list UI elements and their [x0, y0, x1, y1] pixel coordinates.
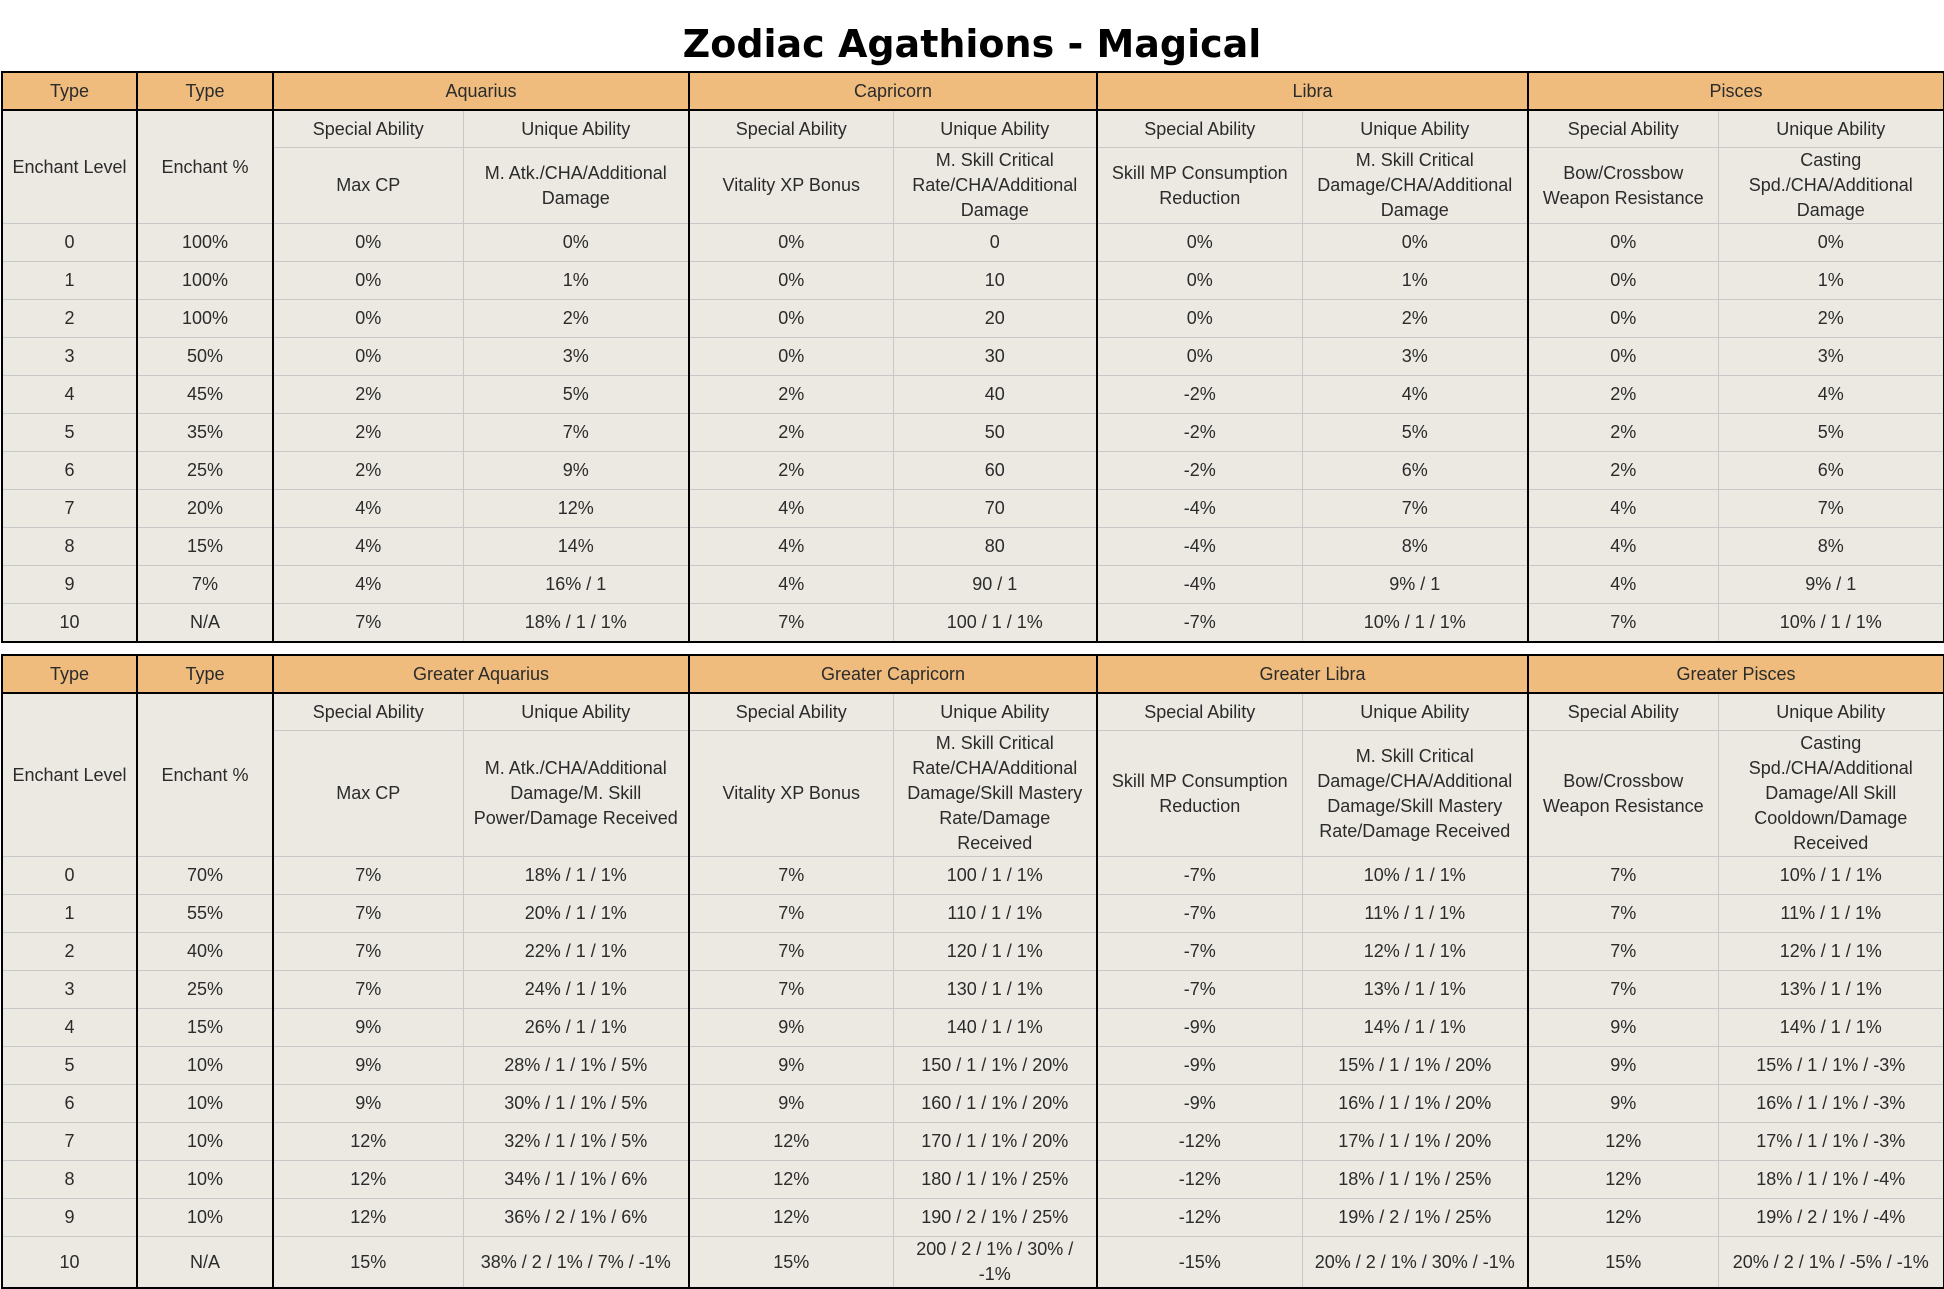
ability-value-cell: 100 / 1 / 1% [893, 604, 1097, 643]
ability-value-cell: 2% [273, 414, 463, 452]
ability-value-cell: 2% [463, 300, 689, 338]
ability-description: Vitality XP Bonus [689, 731, 893, 857]
ability-value-cell: 1% [463, 262, 689, 300]
enchant-percent-cell: 10% [137, 1085, 273, 1123]
ability-value-cell: 0% [689, 300, 893, 338]
type-header: Type [2, 72, 137, 110]
ability-value-cell: 10% / 1 / 1% [1302, 857, 1528, 895]
enchant-level-cell: 4 [2, 376, 137, 414]
ability-value-cell: 7% [273, 604, 463, 643]
page-title: Zodiac Agathions - Magical [682, 22, 1262, 66]
enchant-percent-cell: 25% [137, 971, 273, 1009]
ability-value-cell: 12% [689, 1199, 893, 1237]
ability-value-cell: 4% [1718, 376, 1944, 414]
ability-value-cell: 2% [1718, 300, 1944, 338]
enchant-percent-cell: 15% [137, 1009, 273, 1047]
ability-value-cell: 4% [273, 528, 463, 566]
ability-description: Casting Spd./CHA/Additional Damage [1718, 148, 1944, 224]
ability-value-cell: 7% [1528, 604, 1718, 643]
ability-value-cell: 19% / 2 / 1% / 25% [1302, 1199, 1528, 1237]
ability-type-label: Unique Ability [1302, 693, 1528, 731]
ability-type-label: Unique Ability [893, 110, 1097, 148]
ability-value-cell: 7% [1718, 490, 1944, 528]
ability-value-cell: -12% [1097, 1123, 1302, 1161]
ability-value-cell: 4% [1528, 528, 1718, 566]
ability-value-cell: 0% [689, 262, 893, 300]
ability-type-label: Special Ability [273, 693, 463, 731]
enchant-level-cell: 3 [2, 338, 137, 376]
ability-value-cell: 20 [893, 300, 1097, 338]
ability-value-cell: 0% [273, 224, 463, 262]
table-row [2, 1161, 1944, 1199]
ability-description: Max CP [273, 148, 463, 224]
ability-value-cell: 12% [689, 1123, 893, 1161]
ability-value-cell: 12% [273, 1199, 463, 1237]
ability-value-cell: 0 [893, 224, 1097, 262]
ability-value-cell: 0% [689, 338, 893, 376]
ability-description: M. Atk./CHA/Additional Damage/M. Skill Power/Damage Received [463, 731, 689, 857]
ability-value-cell: -4% [1097, 528, 1302, 566]
ability-value-cell: -12% [1097, 1161, 1302, 1199]
ability-value-cell: 7% [273, 933, 463, 971]
ability-value-cell: 10 [893, 262, 1097, 300]
enchant-percent-cell: 15% [137, 528, 273, 566]
table-row [2, 933, 1944, 971]
ability-type-row [2, 693, 1944, 731]
ability-value-cell: 16% / 1 [463, 566, 689, 604]
ability-value-cell: 22% / 1 / 1% [463, 933, 689, 971]
ability-value-cell: 3% [463, 338, 689, 376]
ability-value-cell: 10% / 1 / 1% [1302, 604, 1528, 643]
ability-description-row [2, 148, 1944, 224]
ability-value-cell: -2% [1097, 452, 1302, 490]
agathion-group-header: Libra [1097, 72, 1528, 110]
enchant-level-cell: 1 [2, 895, 137, 933]
enchant-level-cell: 2 [2, 933, 137, 971]
enchant-level-label: Enchant Level [2, 693, 137, 857]
ability-value-cell: 0% [273, 300, 463, 338]
ability-value-cell: 7% [1528, 933, 1718, 971]
enchant-level-cell: 2 [2, 300, 137, 338]
ability-value-cell: 12% [1528, 1161, 1718, 1199]
ability-value-cell: 9% [273, 1009, 463, 1047]
enchant-level-cell: 1 [2, 262, 137, 300]
ability-value-cell: 36% / 2 / 1% / 6% [463, 1199, 689, 1237]
enchant-percent-cell: 25% [137, 452, 273, 490]
enchant-level-cell: 3 [2, 971, 137, 1009]
table-row [2, 604, 1944, 643]
ability-value-cell: 4% [273, 490, 463, 528]
enchant-level-cell: 6 [2, 452, 137, 490]
enchant-level-cell: 6 [2, 1085, 137, 1123]
enchant-percent-cell: 100% [137, 224, 273, 262]
ability-value-cell: 19% / 2 / 1% / -4% [1718, 1199, 1944, 1237]
ability-description: Casting Spd./CHA/Additional Damage/All Skill Cooldown/Damage Received [1718, 731, 1944, 857]
ability-value-cell: 6% [1302, 452, 1528, 490]
ability-value-cell: 5% [1302, 414, 1528, 452]
ability-value-cell: 34% / 1 / 1% / 6% [463, 1161, 689, 1199]
type-header: Type [2, 655, 137, 693]
ability-value-cell: 4% [1528, 566, 1718, 604]
ability-value-cell: 10% / 1 / 1% [1718, 604, 1944, 643]
ability-value-cell: 15% [689, 1237, 893, 1289]
table-row [2, 528, 1944, 566]
ability-value-cell: 0% [273, 262, 463, 300]
ability-description: Bow/Crossbow Weapon Resistance [1528, 731, 1718, 857]
table-row [2, 452, 1944, 490]
enchant-level-cell: 7 [2, 490, 137, 528]
type-header: Type [137, 655, 273, 693]
ability-value-cell: 120 / 1 / 1% [893, 933, 1097, 971]
ability-value-cell: 60 [893, 452, 1097, 490]
enchant-level-cell: 10 [2, 1237, 137, 1289]
enchant-level-cell: 9 [2, 566, 137, 604]
agathion-group-header: Aquarius [273, 72, 689, 110]
ability-value-cell: -7% [1097, 857, 1302, 895]
enchant-percent-cell: 7% [137, 566, 273, 604]
ability-value-cell: -7% [1097, 895, 1302, 933]
ability-value-cell: 0% [1097, 338, 1302, 376]
table-row [2, 1047, 1944, 1085]
ability-value-cell: 9% [273, 1047, 463, 1085]
enchant-level-cell: 0 [2, 224, 137, 262]
enchant-percent-cell: N/A [137, 1237, 273, 1289]
ability-value-cell: -9% [1097, 1009, 1302, 1047]
ability-description: M. Skill Critical Rate/CHA/Additional Damage [893, 148, 1097, 224]
ability-value-cell: 4% [1528, 490, 1718, 528]
enchant-percent-cell: 40% [137, 933, 273, 971]
ability-value-cell: 7% [689, 971, 893, 1009]
ability-value-cell: 180 / 1 / 1% / 25% [893, 1161, 1097, 1199]
agathion-group-header: Greater Pisces [1528, 655, 1944, 693]
ability-value-cell: 20% / 2 / 1% / -5% / -1% [1718, 1237, 1944, 1289]
ability-value-cell: 9% [1528, 1047, 1718, 1085]
ability-value-cell: 7% [1302, 490, 1528, 528]
ability-value-cell: 12% / 1 / 1% [1718, 933, 1944, 971]
enchant-level-cell: 10 [2, 604, 137, 643]
enchant-percent-label: Enchant % [137, 110, 273, 224]
table-row [2, 338, 1944, 376]
ability-value-cell: 24% / 1 / 1% [463, 971, 689, 1009]
ability-type-label: Special Ability [1528, 693, 1718, 731]
ability-value-cell: 3% [1302, 338, 1528, 376]
ability-value-cell: 15% [273, 1237, 463, 1289]
ability-value-cell: -9% [1097, 1047, 1302, 1085]
table-row [2, 414, 1944, 452]
ability-value-cell: -4% [1097, 490, 1302, 528]
ability-value-cell: 4% [689, 528, 893, 566]
ability-value-cell: -2% [1097, 414, 1302, 452]
ability-value-cell: 12% [689, 1161, 893, 1199]
table-header-row [2, 655, 1944, 693]
ability-value-cell: 2% [689, 376, 893, 414]
table-row [2, 376, 1944, 414]
ability-value-cell: 0% [1718, 224, 1944, 262]
ability-type-label: Unique Ability [1302, 110, 1528, 148]
ability-value-cell: 0% [1528, 262, 1718, 300]
ability-value-cell: 7% [273, 857, 463, 895]
ability-value-cell: 7% [689, 604, 893, 643]
ability-value-cell: 4% [273, 566, 463, 604]
ability-value-cell: 4% [1302, 376, 1528, 414]
ability-value-cell: 14% / 1 / 1% [1718, 1009, 1944, 1047]
ability-value-cell: 200 / 2 / 1% / 30% / -1% [893, 1237, 1097, 1289]
agathion-group-header: Greater Capricorn [689, 655, 1097, 693]
ability-value-cell: 10% / 1 / 1% [1718, 857, 1944, 895]
enchant-percent-cell: 35% [137, 414, 273, 452]
ability-value-cell: 0% [1097, 224, 1302, 262]
enchant-percent-cell: 100% [137, 262, 273, 300]
ability-value-cell: 9% [273, 1085, 463, 1123]
table-row [2, 490, 1944, 528]
ability-value-cell: 190 / 2 / 1% / 25% [893, 1199, 1097, 1237]
enchant-percent-cell: 10% [137, 1199, 273, 1237]
ability-type-label: Unique Ability [1718, 110, 1944, 148]
ability-value-cell: 9% / 1 [1302, 566, 1528, 604]
ability-type-label: Special Ability [689, 693, 893, 731]
ability-value-cell: 1% [1302, 262, 1528, 300]
ability-value-cell: 2% [273, 452, 463, 490]
enchant-level-cell: 5 [2, 1047, 137, 1085]
enchant-percent-cell: N/A [137, 604, 273, 643]
ability-value-cell: 12% [463, 490, 689, 528]
enchant-level-cell: 0 [2, 857, 137, 895]
ability-type-row [2, 110, 1944, 148]
table-row [2, 300, 1944, 338]
ability-value-cell: 4% [689, 490, 893, 528]
ability-value-cell: 0% [1528, 224, 1718, 262]
agathion-table-basic [1, 71, 1944, 643]
ability-value-cell: 2% [1528, 376, 1718, 414]
table-header-row [2, 72, 1944, 110]
ability-value-cell: 50 [893, 414, 1097, 452]
ability-value-cell: 20% / 2 / 1% / 30% / -1% [1302, 1237, 1528, 1289]
ability-value-cell: 7% [1528, 971, 1718, 1009]
table-row [2, 857, 1944, 895]
enchant-percent-cell: 10% [137, 1047, 273, 1085]
ability-value-cell: 150 / 1 / 1% / 20% [893, 1047, 1097, 1085]
enchant-percent-cell: 50% [137, 338, 273, 376]
ability-value-cell: 11% / 1 / 1% [1302, 895, 1528, 933]
ability-value-cell: 160 / 1 / 1% / 20% [893, 1085, 1097, 1123]
ability-value-cell: 8% [1302, 528, 1528, 566]
ability-value-cell: 16% / 1 / 1% / 20% [1302, 1085, 1528, 1123]
ability-description: M. Skill Critical Rate/CHA/Additional Damage/Skill Mastery Rate/Damage Received [893, 731, 1097, 857]
ability-value-cell: 9% [689, 1009, 893, 1047]
ability-value-cell: 140 / 1 / 1% [893, 1009, 1097, 1047]
ability-value-cell: 3% [1718, 338, 1944, 376]
ability-value-cell: 0% [689, 224, 893, 262]
ability-value-cell: -7% [1097, 971, 1302, 1009]
ability-value-cell: 0% [1097, 300, 1302, 338]
ability-value-cell: 17% / 1 / 1% / -3% [1718, 1123, 1944, 1161]
ability-value-cell: 12% [1528, 1123, 1718, 1161]
ability-value-cell: 30 [893, 338, 1097, 376]
enchant-percent-cell: 10% [137, 1123, 273, 1161]
ability-value-cell: 5% [1718, 414, 1944, 452]
ability-value-cell: 7% [273, 895, 463, 933]
table-row [2, 1009, 1944, 1047]
ability-value-cell: -4% [1097, 566, 1302, 604]
ability-value-cell: 14% [463, 528, 689, 566]
ability-value-cell: 7% [1528, 895, 1718, 933]
ability-value-cell: 15% / 1 / 1% / 20% [1302, 1047, 1528, 1085]
ability-type-label: Unique Ability [463, 110, 689, 148]
table-row [2, 895, 1944, 933]
enchant-level-cell: 8 [2, 1161, 137, 1199]
table-row [2, 224, 1944, 262]
ability-description: M. Atk./CHA/Additional Damage [463, 148, 689, 224]
ability-type-label: Special Ability [1097, 110, 1302, 148]
table-row [2, 971, 1944, 1009]
table-row [2, 566, 1944, 604]
enchant-level-cell: 8 [2, 528, 137, 566]
ability-description-row [2, 731, 1944, 857]
ability-value-cell: 17% / 1 / 1% / 20% [1302, 1123, 1528, 1161]
enchant-percent-label: Enchant % [137, 693, 273, 857]
ability-value-cell: 9% / 1 [1718, 566, 1944, 604]
ability-value-cell: 9% [689, 1047, 893, 1085]
ability-value-cell: 7% [689, 857, 893, 895]
ability-value-cell: 170 / 1 / 1% / 20% [893, 1123, 1097, 1161]
enchant-level-cell: 9 [2, 1199, 137, 1237]
ability-value-cell: 6% [1718, 452, 1944, 490]
ability-value-cell: 7% [689, 933, 893, 971]
ability-description: Bow/Crossbow Weapon Resistance [1528, 148, 1718, 224]
ability-value-cell: 0% [1528, 300, 1718, 338]
ability-description: Skill MP Consumption Reduction [1097, 148, 1302, 224]
ability-value-cell: 13% / 1 / 1% [1718, 971, 1944, 1009]
ability-value-cell: 26% / 1 / 1% [463, 1009, 689, 1047]
type-header: Type [137, 72, 273, 110]
enchant-percent-cell: 55% [137, 895, 273, 933]
ability-value-cell: 2% [273, 376, 463, 414]
ability-value-cell: 38% / 2 / 1% / 7% / -1% [463, 1237, 689, 1289]
ability-type-label: Special Ability [689, 110, 893, 148]
enchant-percent-cell: 20% [137, 490, 273, 528]
ability-value-cell: 0% [1302, 224, 1528, 262]
ability-value-cell: 12% [273, 1161, 463, 1199]
table-row [2, 1237, 1944, 1289]
ability-description: M. Skill Critical Damage/CHA/Additional Damage [1302, 148, 1528, 224]
ability-value-cell: 12% [1528, 1199, 1718, 1237]
ability-value-cell: 2% [1528, 414, 1718, 452]
ability-value-cell: 11% / 1 / 1% [1718, 895, 1944, 933]
ability-value-cell: 7% [273, 971, 463, 1009]
ability-value-cell: 9% [1528, 1009, 1718, 1047]
enchant-percent-cell: 70% [137, 857, 273, 895]
ability-value-cell: 7% [689, 895, 893, 933]
table-row [2, 1085, 1944, 1123]
ability-description: Skill MP Consumption Reduction [1097, 731, 1302, 857]
ability-value-cell: -2% [1097, 376, 1302, 414]
agathion-group-header: Capricorn [689, 72, 1097, 110]
ability-value-cell: -15% [1097, 1237, 1302, 1289]
ability-value-cell: 9% [689, 1085, 893, 1123]
agathion-group-header: Greater Libra [1097, 655, 1528, 693]
agathion-group-header: Greater Aquarius [273, 655, 689, 693]
ability-type-label: Unique Ability [463, 693, 689, 731]
ability-value-cell: 8% [1718, 528, 1944, 566]
ability-value-cell: 20% / 1 / 1% [463, 895, 689, 933]
ability-value-cell: 28% / 1 / 1% / 5% [463, 1047, 689, 1085]
ability-value-cell: 130 / 1 / 1% [893, 971, 1097, 1009]
ability-value-cell: 32% / 1 / 1% / 5% [463, 1123, 689, 1161]
ability-value-cell: -9% [1097, 1085, 1302, 1123]
ability-value-cell: 110 / 1 / 1% [893, 895, 1097, 933]
table-row [2, 1123, 1944, 1161]
ability-value-cell: -7% [1097, 604, 1302, 643]
ability-type-label: Special Ability [273, 110, 463, 148]
ability-value-cell: 0% [463, 224, 689, 262]
ability-description: Max CP [273, 731, 463, 857]
agathion-group-header: Pisces [1528, 72, 1944, 110]
ability-value-cell: 70 [893, 490, 1097, 528]
agathion-table-greater [1, 654, 1944, 1289]
ability-value-cell: 0% [1528, 338, 1718, 376]
ability-value-cell: 7% [463, 414, 689, 452]
ability-description: Vitality XP Bonus [689, 148, 893, 224]
ability-value-cell: 4% [689, 566, 893, 604]
ability-value-cell: 80 [893, 528, 1097, 566]
enchant-level-cell: 4 [2, 1009, 137, 1047]
ability-value-cell: 15% [1528, 1237, 1718, 1289]
ability-value-cell: 15% / 1 / 1% / -3% [1718, 1047, 1944, 1085]
ability-value-cell: 2% [1302, 300, 1528, 338]
ability-value-cell: 18% / 1 / 1% / 25% [1302, 1161, 1528, 1199]
ability-value-cell: 0% [273, 338, 463, 376]
ability-value-cell: 100 / 1 / 1% [893, 857, 1097, 895]
ability-value-cell: 40 [893, 376, 1097, 414]
ability-value-cell: 18% / 1 / 1% [463, 604, 689, 643]
ability-value-cell: 0% [1097, 262, 1302, 300]
ability-value-cell: -7% [1097, 933, 1302, 971]
table-row [2, 262, 1944, 300]
ability-value-cell: 9% [463, 452, 689, 490]
ability-type-label: Unique Ability [1718, 693, 1944, 731]
ability-value-cell: 5% [463, 376, 689, 414]
ability-value-cell: 7% [1528, 857, 1718, 895]
ability-value-cell: 13% / 1 / 1% [1302, 971, 1528, 1009]
enchant-level-cell: 5 [2, 414, 137, 452]
ability-value-cell: 2% [1528, 452, 1718, 490]
ability-value-cell: 2% [689, 414, 893, 452]
enchant-percent-cell: 100% [137, 300, 273, 338]
ability-value-cell: 12% [273, 1123, 463, 1161]
ability-value-cell: 1% [1718, 262, 1944, 300]
ability-value-cell: -12% [1097, 1199, 1302, 1237]
ability-value-cell: 90 / 1 [893, 566, 1097, 604]
ability-value-cell: 9% [1528, 1085, 1718, 1123]
ability-description: M. Skill Critical Damage/CHA/Additional Damage/Skill Mastery Rate/Damage Received [1302, 731, 1528, 857]
ability-value-cell: 18% / 1 / 1% / -4% [1718, 1161, 1944, 1199]
ability-type-label: Special Ability [1097, 693, 1302, 731]
enchant-level-label: Enchant Level [2, 110, 137, 224]
ability-value-cell: 18% / 1 / 1% [463, 857, 689, 895]
ability-value-cell: 16% / 1 / 1% / -3% [1718, 1085, 1944, 1123]
ability-value-cell: 30% / 1 / 1% / 5% [463, 1085, 689, 1123]
enchant-percent-cell: 10% [137, 1161, 273, 1199]
ability-value-cell: 2% [689, 452, 893, 490]
enchant-percent-cell: 45% [137, 376, 273, 414]
ability-value-cell: 12% / 1 / 1% [1302, 933, 1528, 971]
ability-type-label: Unique Ability [893, 693, 1097, 731]
ability-value-cell: 14% / 1 / 1% [1302, 1009, 1528, 1047]
table-row [2, 1199, 1944, 1237]
ability-type-label: Special Ability [1528, 110, 1718, 148]
enchant-level-cell: 7 [2, 1123, 137, 1161]
